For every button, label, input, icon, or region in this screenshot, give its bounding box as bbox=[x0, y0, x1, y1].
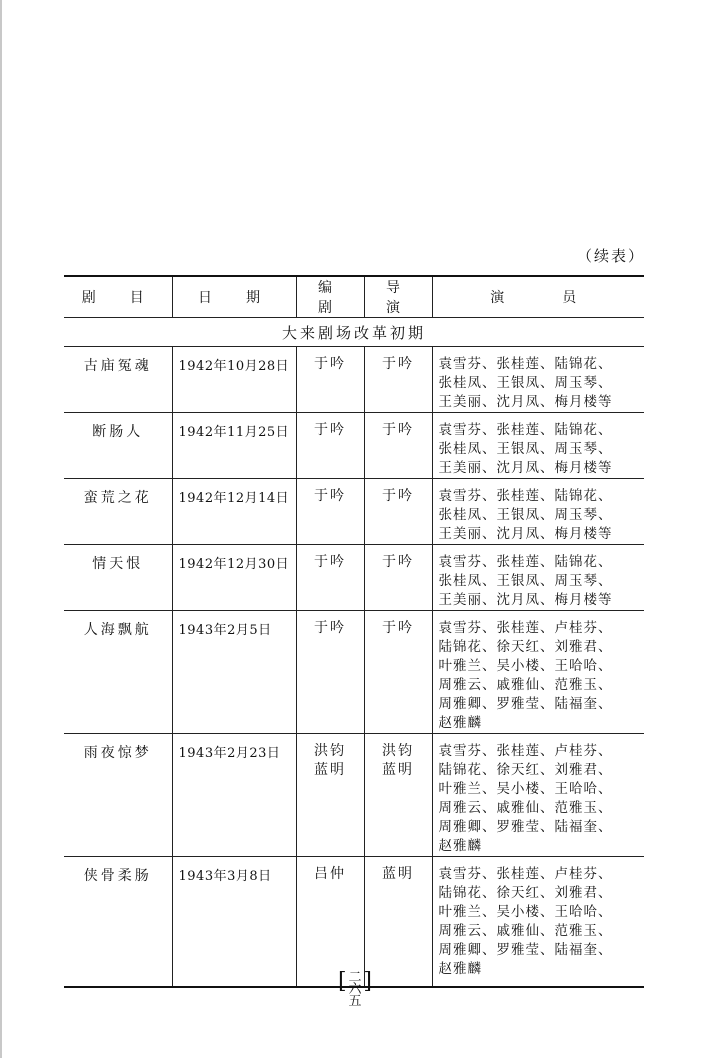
page-number bbox=[320, 969, 390, 1009]
playwright bbox=[296, 857, 364, 994]
section-row bbox=[64, 318, 644, 347]
cast-list-line: 叶雅兰、吴小楼、王哈哈、 bbox=[438, 904, 613, 920]
cast-list-line: 张桂凤、王银凤、周玉琴、 bbox=[438, 507, 613, 523]
table-row bbox=[64, 479, 644, 545]
cast-list-line: 周雅云、戚雅仙、范雅玉、 bbox=[438, 677, 613, 693]
cast-list-line: 张桂凤、王银凤、周玉琴、 bbox=[438, 375, 613, 391]
premiere-date: 1943年2月5日 bbox=[172, 611, 296, 734]
cast-list-line: 周雅云、戚雅仙、范雅玉、 bbox=[438, 800, 613, 816]
cast-list-line: 袁雪芬、张桂莲、陆锦花、 bbox=[438, 488, 613, 504]
play-title: 雨夜惊梦 bbox=[64, 734, 172, 857]
cast-list-line: 赵雅麟 bbox=[438, 838, 482, 854]
cast-list-line: 周雅卿、罗雅莹、陆福奎、 bbox=[438, 942, 613, 958]
header-writer: 编 剧 bbox=[296, 276, 364, 318]
cast-list-line: 赵雅麟 bbox=[438, 715, 482, 731]
cast-list-line: 袁雪芬、张桂莲、陆锦花、 bbox=[438, 422, 613, 438]
playwright bbox=[296, 545, 364, 611]
table-row bbox=[64, 857, 644, 987]
play-title: 情天恨 bbox=[64, 545, 172, 611]
play-title: 侠骨柔肠 bbox=[64, 857, 172, 987]
cast-list-line: 张桂凤、王银凤、周玉琴、 bbox=[438, 573, 613, 589]
cast-list-line: 陆锦花、徐天红、刘雅君、 bbox=[438, 762, 613, 778]
director bbox=[364, 545, 432, 611]
director-line: 洪钧 bbox=[382, 743, 414, 759]
playwright bbox=[296, 479, 364, 545]
playwright bbox=[296, 611, 364, 734]
cast-list-line: 周雅云、戚雅仙、范雅玉、 bbox=[438, 923, 613, 939]
cast-list-line: 张桂凤、王银凤、周玉琴、 bbox=[438, 441, 613, 457]
playwright-line: 洪钧 bbox=[314, 743, 346, 759]
playwright-line: 于吟 bbox=[314, 356, 346, 372]
cast-list bbox=[432, 413, 644, 479]
cast-list-line: 王美丽、沈月凤、梅月楼等 bbox=[438, 526, 613, 542]
cast-list bbox=[432, 545, 644, 611]
cast-list bbox=[432, 479, 644, 545]
director-line: 于吟 bbox=[382, 554, 414, 570]
cast-list bbox=[432, 611, 644, 734]
director-line: 于吟 bbox=[382, 488, 414, 504]
playwright-line: 吕仲 bbox=[314, 866, 346, 882]
table-row bbox=[64, 734, 644, 857]
director bbox=[363, 857, 432, 994]
playwright-line: 于吟 bbox=[314, 620, 346, 636]
page-number-left-bracket: [ bbox=[338, 969, 347, 994]
table-row bbox=[64, 611, 644, 734]
cast-list-line: 周雅卿、罗雅莹、陆福奎、 bbox=[438, 696, 613, 712]
playwright-line: 于吟 bbox=[314, 554, 346, 570]
playwright bbox=[296, 734, 364, 857]
play-title: 蛮荒之花 bbox=[64, 479, 172, 545]
premiere-date: 1942年11月25日 bbox=[172, 413, 296, 479]
playwright bbox=[296, 413, 364, 479]
cast-list-line: 王美丽、沈月凤、梅月楼等 bbox=[438, 394, 613, 410]
playwright-line: 于吟 bbox=[314, 488, 346, 504]
cast-list bbox=[432, 734, 644, 857]
page-number-right-bracket: ] bbox=[363, 969, 372, 994]
director-line: 于吟 bbox=[382, 422, 414, 438]
play-title: 人海飘航 bbox=[64, 611, 172, 734]
cast-list-line: 陆锦花、徐天红、刘雅君、 bbox=[438, 885, 613, 901]
playwright-line: 于吟 bbox=[314, 422, 346, 438]
page-number-digits bbox=[347, 972, 363, 1008]
page-number-digit: 二 bbox=[348, 970, 362, 985]
repertoire-table bbox=[64, 275, 644, 994]
premiere-date: 1942年12月14日 bbox=[172, 479, 296, 545]
header-title: 剧 目 bbox=[64, 276, 172, 318]
page-number-digit: 五 bbox=[348, 994, 362, 1009]
director bbox=[364, 347, 432, 413]
page-edge bbox=[0, 0, 2, 1058]
cast-list-line: 袁雪芬、张桂莲、卢桂芬、 bbox=[438, 743, 613, 759]
table-row bbox=[64, 347, 644, 413]
cast-list-line: 赵雅麟 bbox=[438, 961, 482, 977]
section-label: 大来剧场改革初期 bbox=[64, 318, 644, 347]
cast-list bbox=[432, 857, 644, 987]
cast-list-line: 袁雪芬、张桂莲、卢桂芬、 bbox=[438, 866, 613, 882]
playwright-line: 蓝明 bbox=[314, 762, 346, 778]
cast-list-line: 叶雅兰、吴小楼、王哈哈、 bbox=[438, 781, 613, 797]
cast-list-line: 叶雅兰、吴小楼、王哈哈、 bbox=[438, 658, 613, 674]
cast-list-line: 袁雪芬、张桂莲、陆锦花、 bbox=[438, 356, 613, 372]
director bbox=[364, 734, 432, 857]
premiere-date: 1943年3月8日 bbox=[172, 857, 296, 987]
cast-list-line: 王美丽、沈月凤、梅月楼等 bbox=[438, 460, 613, 476]
cast-list bbox=[432, 347, 644, 413]
page-number-digit: 六 bbox=[348, 982, 362, 997]
director-line: 蓝明 bbox=[382, 762, 414, 778]
header-director: 导 演 bbox=[364, 276, 432, 318]
director bbox=[364, 413, 432, 479]
premiere-date: 1942年10月28日 bbox=[172, 347, 296, 413]
table-header-row bbox=[64, 276, 644, 318]
play-title: 断肠人 bbox=[64, 413, 172, 479]
header-cast: 演 员 bbox=[432, 276, 644, 318]
director-line: 于吟 bbox=[382, 620, 414, 636]
premiere-date: 1943年2月23日 bbox=[172, 734, 296, 857]
premiere-date: 1942年12月30日 bbox=[172, 545, 296, 611]
director bbox=[364, 479, 432, 545]
cast-list-line: 周雅卿、罗雅莹、陆福奎、 bbox=[438, 819, 613, 835]
cast-list-line: 陆锦花、徐天红、刘雅君、 bbox=[438, 639, 613, 655]
director bbox=[364, 611, 432, 734]
continued-label: （续表） bbox=[576, 247, 645, 265]
header-date: 日 期 bbox=[172, 276, 296, 318]
cast-list-line: 王美丽、沈月凤、梅月楼等 bbox=[438, 592, 613, 608]
play-title: 古庙冤魂 bbox=[64, 347, 172, 413]
director-line: 蓝明 bbox=[382, 866, 414, 882]
cast-list-line: 袁雪芬、张桂莲、陆锦花、 bbox=[438, 554, 613, 570]
cast-list-line: 袁雪芬、张桂莲、卢桂芬、 bbox=[438, 620, 613, 636]
table-row bbox=[64, 413, 644, 479]
table-row bbox=[64, 545, 644, 611]
director-line: 于吟 bbox=[382, 356, 414, 372]
playwright bbox=[296, 347, 364, 413]
